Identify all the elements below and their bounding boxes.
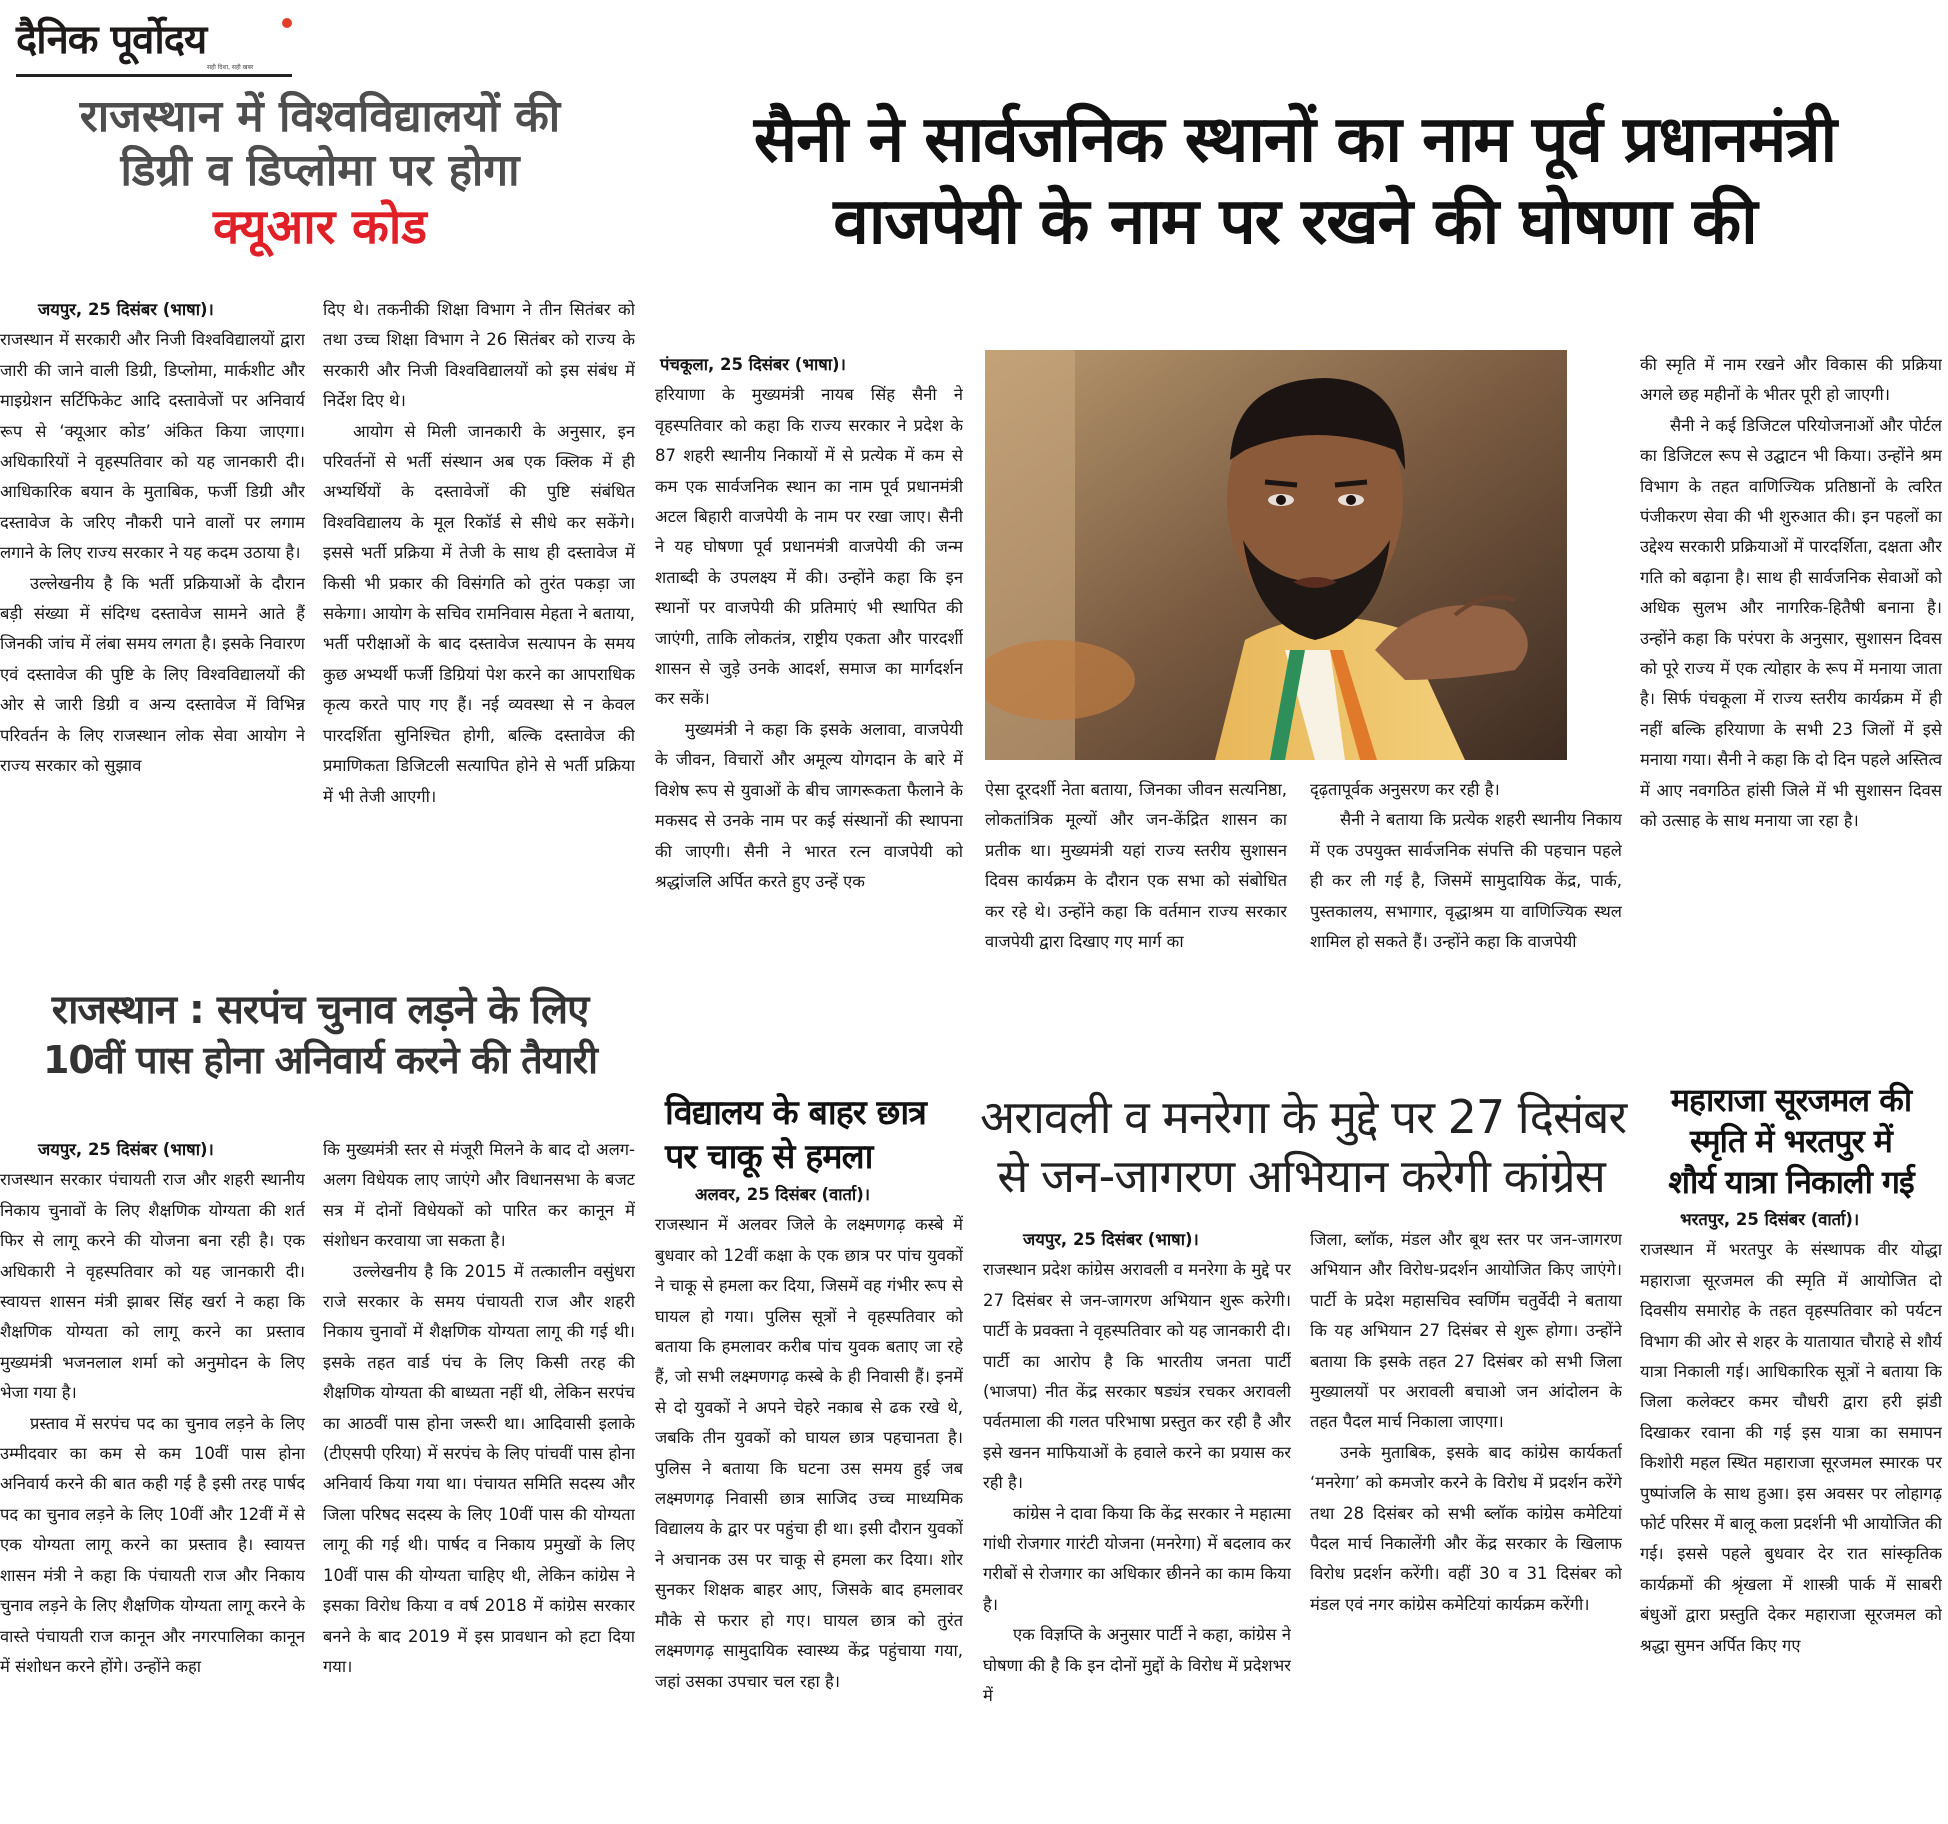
article3-col3 bbox=[1310, 775, 1622, 1072]
masthead-title: दैनिक पूर्वोदय bbox=[16, 17, 207, 63]
article1-headline-line2: डिग्री व डिप्लोमा पर होगा bbox=[120, 145, 520, 197]
article3-col2-p1: ऐसा दूरदर्शी नेता बताया, जिनका जीवन सत्यनिष्ठा, लोकतांत्रिक मूल्यों और जन-केंद्रित शासन का प्रतीक था। मुख्यमंत्री यहां राज्य स्तरीय सुशासन दिवस कार्यक्रम के दौरान एक सभा को संबोधित कर रहे थे। उन्होंने कहा कि वर्तमान राज्य सरकार वाजपेयी द्वारा दिखाए गए मार्ग का bbox=[985, 780, 1287, 952]
article6-headline-line1: महाराजा सूरजमल की bbox=[1670, 1081, 1912, 1119]
article1-col2-p1: दिए थे। तकनीकी शिक्षा विभाग ने तीन सितंबर को तथा उच्च शिक्षा विभाग ने 26 सितंबर को राज्य के सरकारी और निजी विश्वविद्यालयों को इस संबंध में निर्देश दिए थे। bbox=[323, 300, 635, 411]
article2-headline-line2: 10वीं पास होना अनिवार्य करने की तैयारी bbox=[42, 1038, 598, 1083]
article3-photo-illustration bbox=[985, 350, 1567, 760]
article3-col1-p1: हरियाणा के मुख्यमंत्री नायब सिंह सैनी ने वृहस्पतिवार को कहा कि राज्य सरकार ने प्रदेश के 87 शहरी स्थानीय निकायों में से प्रत्येक में कम से कम एक सार्वजनिक स्थान का नाम पूर्व प्रधानमंत्री अटल बिहारी वाजपेयी के नाम पर रखा जाए। सैनी ने यह घोषणा पूर्व प्रधानमंत्री वाजपेयी की जन्म शताब्दी के उपलक्ष्य में की। उन्होंने कहा कि इन स्थानों पर वाजपेयी की प्रतिमाएं भी स्थापित की जाएंगी, ताकि लोकतंत्र, राष्ट्रीय एकता और पारदर्शी शासन से जुड़े उनके आदर्श, समाज का मार्गदर्शन कर सकें। bbox=[655, 385, 963, 709]
article4-headline bbox=[655, 1092, 977, 1179]
article5-col2-p1: जिला, ब्लॉक, मंडल और बूथ स्तर पर जन-जागरण अभियान और विरोध-प्रदर्शन आयोजित किए जाएंगे। पार्टी के प्रदेश महासचिव स्वर्णिम चतुर्वेदी ने बताया कि यह अभियान 27 दिसंबर से शुरू होगा। उन्होंने बताया कि इसके तहत 27 दिसंबर को सभी जिला मुख्यालयों पर अरावली बचाओ जन आंदोलन के तहत पैदल मार्च निकाला जाएगा। bbox=[1310, 1230, 1622, 1432]
masthead-tagline: सही दिशा, सही खबर bbox=[207, 64, 254, 71]
article4-headline-line1: विद्यालय के बाहर छात्र bbox=[665, 1093, 926, 1133]
article3-col2 bbox=[985, 775, 1287, 1072]
article3-col4 bbox=[1640, 350, 1942, 1072]
article5-col1 bbox=[983, 1225, 1291, 1820]
article1-headline-line1: राजस्थान में विश्वविद्यालयों की bbox=[79, 91, 561, 142]
article3-col4-p1: की स्मृति में नाम रखने और विकास की प्रक्रिया अगले छह महीनों के भीतर पूरी हो जाएगी। bbox=[1640, 355, 1942, 405]
article5-col1-p1: राजस्थान प्रदेश कांग्रेस अरावली व मनरेगा के मुद्दे पर 27 दिसंबर से जन-जागरण अभियान शुरू करेगी। पार्टी के प्रवक्ता ने वृहस्पतिवार को यह जानकारी दी। पार्टी का आरोप है कि भारतीय जनता पार्टी (भाजपा) नीत केंद्र सरकार षड्यंत्र रचकर अरावली पर्वतमाला की गलत परिभाषा प्रस्तुत कर रही है और इसे खनन माफियाओं के हवाले करने का प्रयास कर रही है। bbox=[983, 1260, 1291, 1493]
article4-col1 bbox=[655, 1180, 963, 1820]
article6-dateline: भरतपुर, 25 दिसंबर (वार्ता)। bbox=[1680, 1210, 1860, 1229]
article3-dateline: पंचकूला, 25 दिसंबर (भाषा)। bbox=[660, 355, 846, 374]
article1-headline bbox=[0, 90, 640, 257]
article5-headline bbox=[980, 1088, 1627, 1206]
article1-col1 bbox=[0, 295, 305, 963]
article3-col3-p2: सैनी ने बताया कि प्रत्येक शहरी स्थानीय निकाय में एक उपयुक्त सार्वजनिक संपत्ति की पहचान पहले ही कर ली गई है, जिसमें सामुदायिक केंद्र, पार्क, पुस्तकालय, सभागार, वृद्धाश्रम या वाणिज्यिक स्थल शामिल हो सकते हैं। उन्होंने कहा कि वाजपेयी bbox=[1310, 810, 1622, 952]
article2-col1 bbox=[0, 1135, 305, 1820]
article3-col1-p2: मुख्यमंत्री ने कहा कि इसके अलावा, वाजपेयी के जीवन, विचारों और अमूल्य योगदान के बारे में विशेष रूप से युवाओं के बीच जागरूकता फैलाने के मकसद से उनके नाम पर कई संस्थानों की स्थापना की जाएगी। सैनी ने भारत रत्न वाजपेयी को श्रद्धांजलि अर्पित करते हुए उन्हें एक bbox=[655, 719, 963, 891]
article6-col1 bbox=[1640, 1205, 1942, 1820]
article4-headline-line2: पर चाकू से हमला bbox=[665, 1136, 873, 1177]
article2-col1-p2: प्रस्ताव में सरपंच पद का चुनाव लड़ने के लिए उम्मीदवार का कम से कम 10वीं पास होना अनिवार्य करने की बात कही गई है इसी तरह पार्षद पद का चुनाव लड़ने के लिए 10वीं और 12वीं में से एक योग्यता लागू करने का प्रस्ताव है। स्वायत्त शासन मंत्री ने कहा कि पंचायती राज और निकाय चुनाव लड़ने के लिए शैक्षणिक योग्यता लागू करने के वास्ते पंचायती राज कानून और नगरपालिका कानून में संशोधन करने होंगे। उन्होंने कहा bbox=[0, 1413, 305, 1676]
article3-headline bbox=[650, 100, 1940, 264]
article3-col1 bbox=[655, 350, 963, 1072]
article2-col1-p1: राजस्थान सरकार पंचायती राज और शहरी स्थानीय निकाय चुनावों के लिए शैक्षणिक योग्यता की शर्त फिर से लागू करने की योजना बना रही है। एक अधिकारी ने वृहस्पतिवार को यह जानकारी दी। स्वायत्त शासन मंत्री झाबर सिंह खर्रा ने कहा कि शैक्षणिक योग्यता को लागू करने का प्रस्ताव मुख्यमंत्री भजनलाल शर्मा को अनुमोदन के लिए भेजा गया है। bbox=[0, 1170, 305, 1403]
masthead-underline bbox=[16, 74, 292, 77]
article5-headline-line2: से जन-जागरण अभियान करेगी कांग्रेस bbox=[997, 1148, 1605, 1203]
article1-dateline: जयपुर, 25 दिसंबर (भाषा)। bbox=[38, 300, 214, 319]
masthead-dot-icon bbox=[282, 18, 292, 28]
article5-col1-p3: एक विज्ञप्ति के अनुसार पार्टी ने कहा, कांग्रेस ने घोषणा की है कि इन दोनों मुद्दों के विरोध में प्रदेशभर में bbox=[983, 1625, 1291, 1706]
masthead bbox=[12, 8, 312, 72]
article4-dateline: अलवर, 25 दिसंबर (वार्ता)। bbox=[695, 1185, 870, 1204]
article3-col4-p2: सैनी ने कई डिजिटल परियोजनाओं और पोर्टल का डिजिटल रूप से उद्घाटन भी किया। उन्होंने श्रम विभाग के तहत वाणिज्यिक प्रतिष्ठानों के त्वरित पंजीकरण सेवा की भी शुरुआत की। इन पहलों का उद्देश्य सरकारी प्रक्रियाओं में पारदर्शिता, दक्षता और गति को बढ़ाना है। साथ ही सार्वजनिक सेवाओं को अधिक सुलभ और नागरिक-हितैषी बनाना है। उन्होंने कहा कि परंपरा के अनुसार, सुशासन दिवस को पूरे राज्य में एक त्योहार के रूप में मनाया जाता है। सिर्फ पंचकूला में राज्य स्तरीय कार्यक्रम में ही नहीं बल्कि हरियाणा के सभी 23 जिलों में इसे मनाया गया। सैनी ने कहा कि दो दिन पहले अस्तित्व में आए नवगठित हांसी जिले में भी सुशासन दिवस को उत्साह के साथ मनाया जा रहा है। bbox=[1640, 415, 1942, 831]
article3-headline-line2: वाजपेयी के नाम पर रखने की घोषणा की bbox=[833, 184, 1757, 259]
article6-headline-line2: स्मृति में भरतपुर में bbox=[1690, 1121, 1892, 1160]
article1-col2-p2: आयोग से मिली जानकारी के अनुसार, इन परिवर्तनों से भर्ती संस्थान अब एक क्लिक में ही अभ्यर्थियों के दस्तावेजों की पुष्टि संबंधित विश्वविद्यालय के मूल रिकॉर्ड से सीधे कर सकेंगे। इससे भर्ती प्रक्रिया में तेजी के साथ ही दस्तावेज में किसी भी प्रकार की विसंगति को तुरंत पकड़ा जा सकेगा। आयोग के सचिव रामनिवास मेहता ने बताया, भर्ती परीक्षाओं के बाद दस्तावेज सत्यापन के समय कुछ अभ्यर्थी फर्जी डिग्रियां पेश करने का आपराधिक कृत्य करते पाए गए हैं। नई व्यवस्था से न केवल पारदर्शिता सुनिश्चित होगी, बल्कि दस्तावेज की प्रमाणिकता डिजिटली सत्यापित होने से भर्ती प्रक्रिया में भी तेजी आएगी। bbox=[323, 421, 635, 806]
article6-headline-line3: शौर्य यात्रा निकाली गई bbox=[1668, 1162, 1914, 1201]
article5-col1-p2: कांग्रेस ने दावा किया कि केंद्र सरकार ने महात्मा गांधी रोजगार गारंटी योजना (मनरेगा) में बदलाव कर गरीबों से रोजगार का अधिकार छीनने का काम किया है। bbox=[983, 1503, 1291, 1614]
article3-headline-line1: सैनी ने सार्वजनिक स्थानों का नाम पूर्व प्रधानमंत्री bbox=[753, 103, 1837, 177]
article4-col1-p1: राजस्थान में अलवर जिले के लक्ष्मणगढ़ कस्बे में बुधवार को 12वीं कक्षा के एक छात्र पर पांच युवकों ने चाकू से हमला कर दिया, जिसमें वह गंभीर रूप से घायल हो गया। पुलिस सूत्रों ने वृहस्पतिवार को बताया कि हमलावर करीब पांच युवक बताए जा रहे हैं, जो सभी लक्ष्मणगढ़ कस्बे के ही निवासी हैं। इनमें से दो युवकों ने अपने चेहरे नकाब से ढक रखे थे, जबकि तीन युवकों को घायल छात्र पहचानता है। पुलिस ने बताया कि घटना उस समय हुई जब लक्ष्मणगढ़ निवासी छात्र साजिद उच्च माध्यमिक विद्यालय के द्वार पर पहुंचा ही था। इसी दौरान युवकों ने अचानक उस पर चाकू से हमला कर दिया। शोर सुनकर शिक्षक बाहर आए, जिसके बाद हमलावर मौके से फरार हो गए। घायल छात्र को तुरंत लक्ष्मणगढ़ सामुदायिक स्वास्थ्य केंद्र पहुंचाया गया, जहां उसका उपचार चल रहा है। bbox=[655, 1215, 963, 1691]
article2-dateline: जयपुर, 25 दिसंबर (भाषा)। bbox=[38, 1140, 214, 1159]
article2-col2 bbox=[323, 1135, 635, 1820]
article5-col2 bbox=[1310, 1225, 1622, 1820]
article5-dateline: जयपुर, 25 दिसंबर (भाषा)। bbox=[1023, 1230, 1199, 1249]
article1-col1-p1: राजस्थान में सरकारी और निजी विश्वविद्यालयों द्वारा जारी की जाने वाली डिग्री, डिप्लोमा, मार्कशीट और माइग्रेशन सर्टिफिकेट आदि दस्तावेजों पर अनिवार्य रूप से ‘क्यूआर कोड’ अंकित किया जाएगा। अधिकारियों ने वृहस्पतिवार को यह जानकारी दी। आधिकारिक बयान के मुताबिक, फर्जी डिग्री और दस्तावेज के जरिए नौकरी पाने वालों पर लगाम लगाने के लिए राज्य सरकार ने यह कदम उठाया है। bbox=[0, 330, 305, 563]
article2-headline-line1: राजस्थान : सरपंच चुनाव लड़ने के लिए bbox=[51, 987, 589, 1033]
article5-col2-p2: उनके मुताबिक, इसके बाद कांग्रेस कार्यकर्ता ‘मनरेगा’ को कमजोर करने के विरोध में प्रदर्शन करेंगे तथा 28 दिसंबर को सभी ब्लॉक कांग्रेस कमेटियां पैदल मार्च निकालेंगी और केंद्र सरकार के खिलाफ विरोध प्रदर्शन करेंगी। वहीं 30 व 31 दिसंबर को मंडल एवं नगर कांग्रेस कमेटियां कार्यक्रम करेंगी। bbox=[1310, 1442, 1622, 1614]
article3-photo bbox=[985, 350, 1567, 760]
article3-col3-p1: दृढ़तापूर्वक अनुसरण कर रही है। bbox=[1310, 780, 1500, 799]
article1-col1-p2: उल्लेखनीय है कि भर्ती प्रक्रियाओं के दौरान बड़ी संख्या में संदिग्ध दस्तावेज सामने आते हैं जिनकी जांच में लंबा समय लगता है। इसके निवारण एवं दस्तावेज की पुष्टि के लिए विश्वविद्यालयों की ओर से जारी डिग्री व अन्य दस्तावेज में विभिन्न परिवर्तन के लिए राजस्थान लोक सेवा आयोग ने राज्य सरकार को सुझाव bbox=[0, 573, 305, 776]
article6-headline bbox=[1640, 1080, 1942, 1203]
article2-headline bbox=[0, 985, 640, 1085]
article2-col2-p2: उल्लेखनीय है कि 2015 में तत्कालीन वसुंधरा राजे सरकार के समय पंचायती राज और शहरी निकाय चुनावों में शैक्षणिक योग्यता लागू की गई थी। इसके तहत वार्ड पंच के लिए किसी तरह की शैक्षणिक योग्यता की बाध्यता नहीं थी, लेकिन सरपंच का आठवीं पास होना जरूरी था। आदिवासी इलाके (टीएसपी एरिया) में सरपंच के लिए पांचवीं पास होना अनिवार्य किया गया था। पंचायत समिति सदस्य और जिला परिषद सदस्य के लिए 10वीं पास की योग्यता लागू की गई थी। पार्षद व निकाय प्रमुखों के लिए 10वीं पास की योग्यता चाहिए थी, लेकिन कांग्रेस ने इसका विरोध किया व वर्ष 2018 में कांग्रेस सरकार बनने के बाद 2019 में इस प्रावधान को हटा दिया गया। bbox=[323, 1261, 635, 1676]
article1-col2 bbox=[323, 295, 635, 963]
article1-headline-highlight: क्यूआर कोड bbox=[213, 199, 427, 256]
article6-col1-p1: राजस्थान में भरतपुर के संस्थापक वीर योद्धा महाराजा सूरजमल की स्मृति में आयोजित दो दिवसीय समारोह के तहत वृहस्पतिवार को पर्यटन विभाग की ओर से शहर के यातायात चौराहे से शौर्य यात्रा निकाली गई। आधिकारिक सूत्रों ने बताया कि जिला कलेक्टर कमर चौधरी द्वारा हरी झंडी दिखाकर रवाना की गई इस यात्रा का समापन किशोरी महल स्थित महाराजा सूरजमल स्मारक पर पुष्पांजलि के साथ हुआ। इस अवसर पर लोहागढ़ फोर्ट परिसर में बालू कला प्रदर्शनी भी आयोजित की गई। इससे पहले बुधवार देर रात सांस्कृतिक कार्यक्रमों की श्रृंखला में शास्त्री पार्क में साबरी बंधुओं द्वारा प्रस्तुति देकर महाराजा सूरजमल को श्रद्धा सुमन अर्पित किए गए bbox=[1640, 1240, 1942, 1655]
article5-headline-line1: अरावली व मनरेगा के मुद्दे पर 27 दिसंबर bbox=[980, 1090, 1627, 1144]
article2-col2-p1: कि मुख्यमंत्री स्तर से मंजूरी मिलने के बाद दो अलग-अलग विधेयक लाए जाएंगे और विधानसभा के बजट सत्र में दोनों विधेयकों को पारित कर कानून में संशोधन करवाया जा सकता है। bbox=[323, 1140, 635, 1251]
